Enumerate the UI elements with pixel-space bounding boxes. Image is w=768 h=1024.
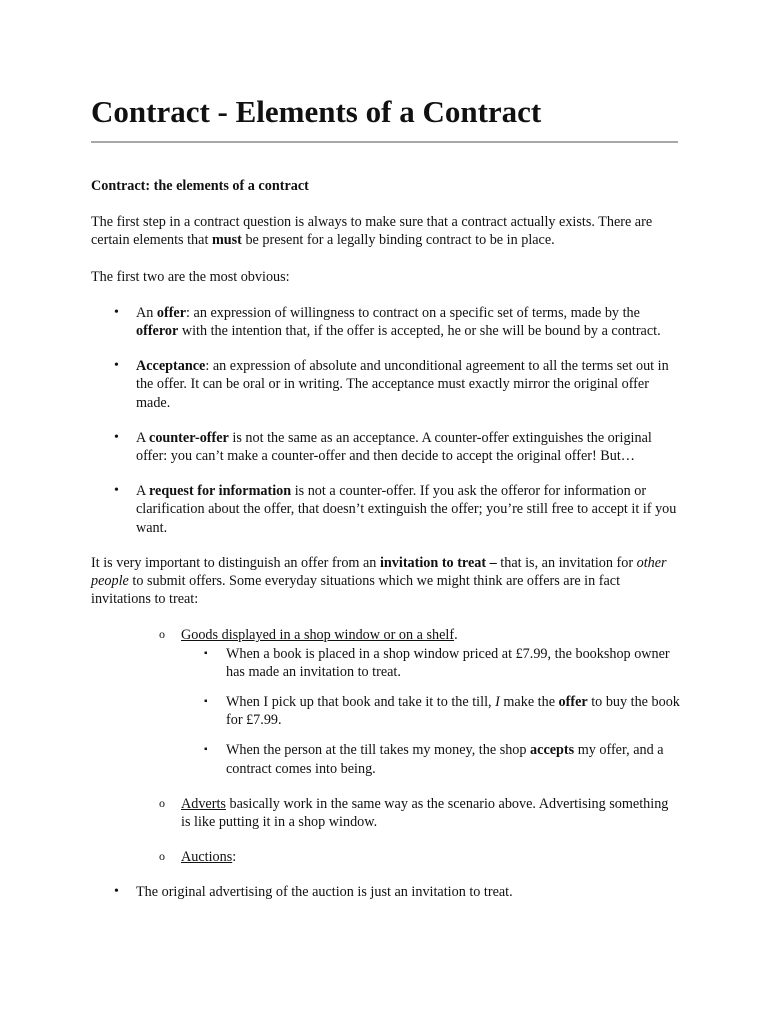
- list-item-shop-window: ▪ When a book is placed in a shop window priced at £7.99, the bookshop owner has made an invitation to treat.: [226, 645, 681, 681]
- list-item-auctions: o Auctions:: [181, 848, 681, 866]
- list-item-offer: • An offer: an expression of willingness to contract on a specific set of terms, made by the offeror with the intention that, if the offer is accepted, he or she will be bound by a contract.: [136, 304, 681, 340]
- list-item-acceptance: • Acceptance: an expression of absolute and unconditional agreement to all the terms set out in the offer. It can be oral or in writing. The acceptance must exactly mirror the original offer made.: [136, 357, 681, 412]
- auction-list: [136, 883, 681, 901]
- section-heading: Contract: the elements of a contract: [91, 178, 309, 194]
- first-two-paragraph: The first two are the most obvious:: [91, 268, 290, 285]
- list-item-auction-advertising: • The original advertising of the auction is just an invitation to treat.: [136, 883, 681, 901]
- list-item-request-for-information: • A request for information is not a counter-offer. If you ask the offeror for information or clarification about the offer, that doesn’t extinguish the offer; you’re still free to accept it if you want.: [136, 482, 681, 537]
- elements-list: [136, 304, 681, 537]
- goods-scenario-list: [226, 645, 681, 778]
- invitation-paragraph: It is very important to distinguish an offer from an invitation to treat – that is, an invitation for other people to submit offers. Some everyday situations which we might think are offers are in fact invitations to treat:: [91, 554, 667, 608]
- page-title: Contract - Elements of a Contract: [91, 94, 542, 129]
- list-item-counter-offer: • A counter-offer is not the same as an acceptance. A counter-offer extinguishes the original offer: you can’t make a counter-offer and then decide to accept the original offer! But…: [136, 429, 681, 465]
- list-item-goods: o Goods displayed in a shop window or on a shelf. ▪ When a book is placed in a shop window priced at £7.99, the bookshop owner has made an invitation to treat. ▪ When I pick up that book and take it to the till, I make the offer to buy the book for £7.99. ▪ When the person at the till takes my money, the shop accepts my offer, and a contract comes into being.: [181, 626, 681, 777]
- document-body: [91, 177, 681, 902]
- list-item-till-offer: ▪ When I pick up that book and take it to the till, I make the offer to buy the book for £7.99.: [226, 693, 681, 729]
- list-item-acceptance-at-till: ▪ When the person at the till takes my money, the shop accepts my offer, and a contract comes into being.: [226, 741, 681, 777]
- list-item-adverts: o Adverts basically work in the same way as the scenario above. Advertising something is like putting it in a shop window.: [181, 795, 681, 831]
- title-divider: [91, 141, 678, 143]
- intro-paragraph: The first step in a contract question is always to make sure that a contract actually exists. There are certain elements that must be present for a legally binding contract to be in place.: [91, 214, 653, 249]
- invitation-examples-list: [181, 626, 681, 866]
